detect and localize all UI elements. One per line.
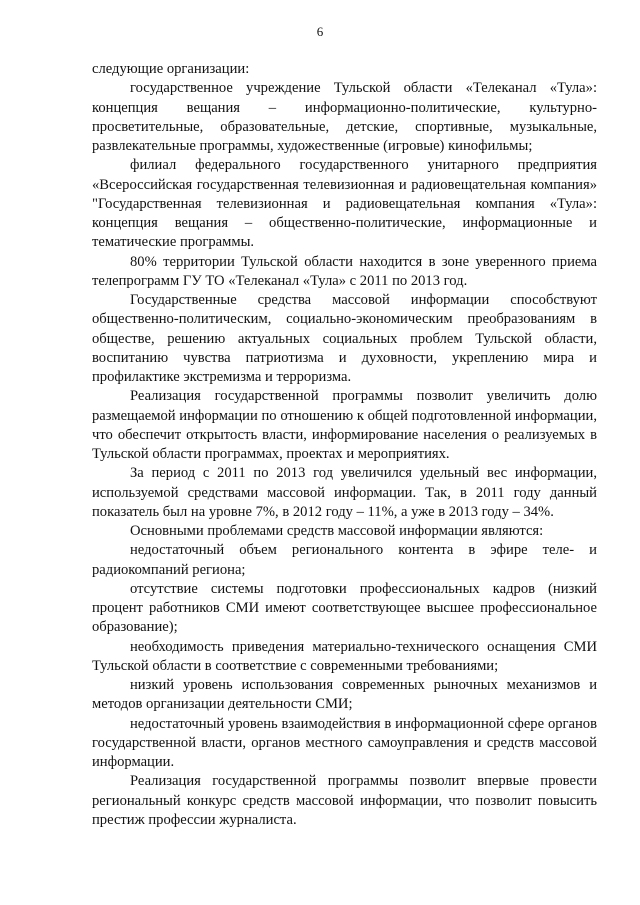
document-body bbox=[92, 60, 597, 830]
paragraph-problems-heading: Основными проблемами средств массовой информации являются: bbox=[130, 523, 544, 539]
page-number: 6 bbox=[316, 24, 324, 39]
paragraph-statistics: За период с 2011 по 2013 год увеличился удельный вес информации, используемой средствами массовой информации. Так, в 2011 году данный показатель был на уровне 7%, в 2012 году – 11%, а уже в 2013 году – 34%. bbox=[92, 465, 597, 520]
paragraph-intro: следующие организации: bbox=[92, 61, 250, 77]
paragraph-program-contest: Реализация государственной программы позволит впервые провести региональный конкурс средств массовой информации, что позволит повысить престиж профессии журналиста. bbox=[92, 773, 597, 828]
paragraph-problem-content: недостаточный объем регионального контента в эфире теле- и радиокомпаний региона; bbox=[92, 542, 597, 578]
paragraph-telekanal-tula: государственное учреждение Тульской области «Телеканал «Тула»: концепция вещания – информационно-политические, культурно-просветительные, образовательные, детские, спортивные, музыкальные, развлекательные программы, художественные (игровые) кинофильмы; bbox=[92, 80, 597, 154]
paragraph-vgtrk-tula: филиал федерального государственного унитарного предприятия «Всероссийская государственная телевизионная и радиовещательная компания» "Государственная телевизионная и радиовещательная компания «Тула»: концепция вещания – общественно-политические, информационные и тематические программы. bbox=[92, 157, 597, 251]
paragraph-problem-market: низкий уровень использования современных рыночных механизмов и методов организации деятельности СМИ; bbox=[92, 677, 597, 713]
paragraph-problem-interaction: недостаточный уровень взаимодействия в информационной сфере органов государственной власти, органов местного самоуправления и средств массовой информации. bbox=[92, 715, 597, 770]
paragraph-coverage: 80% территории Тульской области находится в зоне уверенного приема телепрограмм ГУ ТО «Телеканал «Тула» с 2011 по 2013 год. bbox=[92, 253, 597, 289]
paragraph-problem-equipment: необходимость приведения материально-технического оснащения СМИ Тульской области в соответствие с современными требованиями; bbox=[92, 638, 597, 674]
paragraph-program-goal-share: Реализация государственной программы позволит увеличить долю размещаемой информации по отношению к общей подготовленной информации, что обеспечит открытость власти, информирование населения о реализуемых в Тульской области программах, проектах и мероприятиях. bbox=[92, 388, 597, 462]
paragraph-problem-training: отсутствие системы подготовки профессиональных кадров (низкий процент работников СМИ имеют соответствующее высшее профессиональное образование); bbox=[92, 580, 597, 636]
paragraph-state-media-role: Государственные средства массовой информации способствуют общественно-политическим, социально-экономическим преобразованиям в обществе, решению актуальных социальных проблем Тульской области, воспитанию чувства патриотизма и духовности, укреплению мира и профилактике экстремизма и терроризма. bbox=[92, 292, 597, 385]
